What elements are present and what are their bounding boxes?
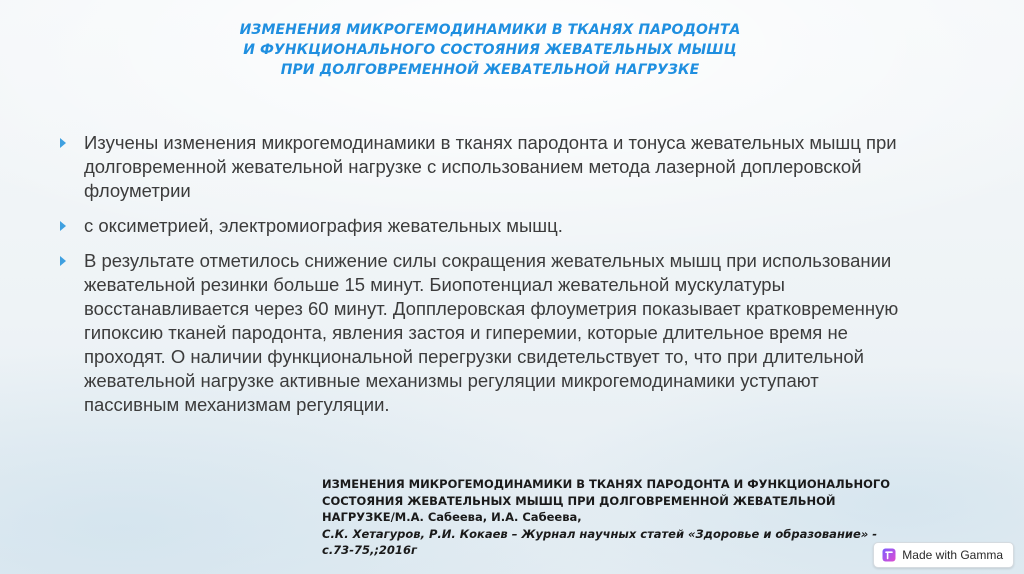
badge-label: Made with Gamma: [902, 548, 1003, 562]
bullet-arrow-icon: [60, 221, 66, 231]
reference-line-5: с.73-75,;2016г: [322, 543, 417, 557]
slide-title: [150, 20, 830, 80]
reference-line-4: С.К. Хетагуров, Р.И. Кокаев – Журнал научных статей «Здоровье и образование» -: [322, 526, 877, 541]
reference-line-3: НАГРУЗКЕ/М.А. Сабеева, И.А. Сабеева,: [322, 510, 582, 524]
bullet-item: [58, 249, 918, 417]
bullet-item: [58, 214, 918, 238]
gamma-logo-icon: [882, 548, 896, 562]
made-with-gamma-badge[interactable]: [873, 542, 1014, 568]
bullet-item: [58, 131, 918, 203]
bullet-text: с оксиметрией, электромиография жевательных мышц.: [84, 215, 563, 236]
title-line-3: ПРИ ДОЛГОВРЕМЕННОЙ ЖЕВАТЕЛЬНОЙ НАГРУЗКЕ: [280, 62, 700, 78]
bullet-list: [58, 131, 918, 428]
title-line-1: ИЗМЕНЕНИЯ МИКРОГЕМОДИНАМИКИ В ТКАНЯХ ПАРОДОНТА: [239, 22, 741, 38]
bullet-text: Изучены изменения микрогемодинамики в тканях пародонта и тонуса жевательных мышц при долговременной жевательной нагрузке с использованием метода лазерной доплеровской флоуметрии: [84, 132, 897, 201]
bullet-arrow-icon: [60, 256, 66, 266]
bullet-text: В результате отметилось снижение силы сокращения жевательных мышц при использовании жевательной резинки больше 15 минут. Биопотенциал жевательной мускулатуры восстанавливается через 60 минут. Допплеровская флоуметрия показывает кратковременную гипоксию тканей пародонта, явления застоя и гиперемии, которые длительное время не проходят. О наличии функциональной перегрузки свидетельствует то, что при длительной жевательной нагрузке активные механизмы регуляции микрогемодинамики уступают пассивным механизмам регуляции.: [84, 250, 899, 415]
bullet-arrow-icon: [60, 138, 66, 148]
title-line-2: И ФУНКЦИОНАЛЬНОГО СОСТОЯНИЯ ЖЕВАТЕЛЬНЫХ МЫШЦ: [243, 42, 737, 58]
reference-line-2: СОСТОЯНИЯ ЖЕВАТЕЛЬНЫХ МЫШЦ ПРИ ДОЛГОВРЕМЕННОЙ ЖЕВАТЕЛЬНОЙ: [322, 493, 836, 508]
reference-citation: [322, 476, 932, 559]
reference-line-1: ИЗМЕНЕНИЯ МИКРОГЕМОДИНАМИКИ В ТКАНЯХ ПАРОДОНТА И ФУНКЦИОНАЛЬНОГО: [322, 477, 890, 491]
